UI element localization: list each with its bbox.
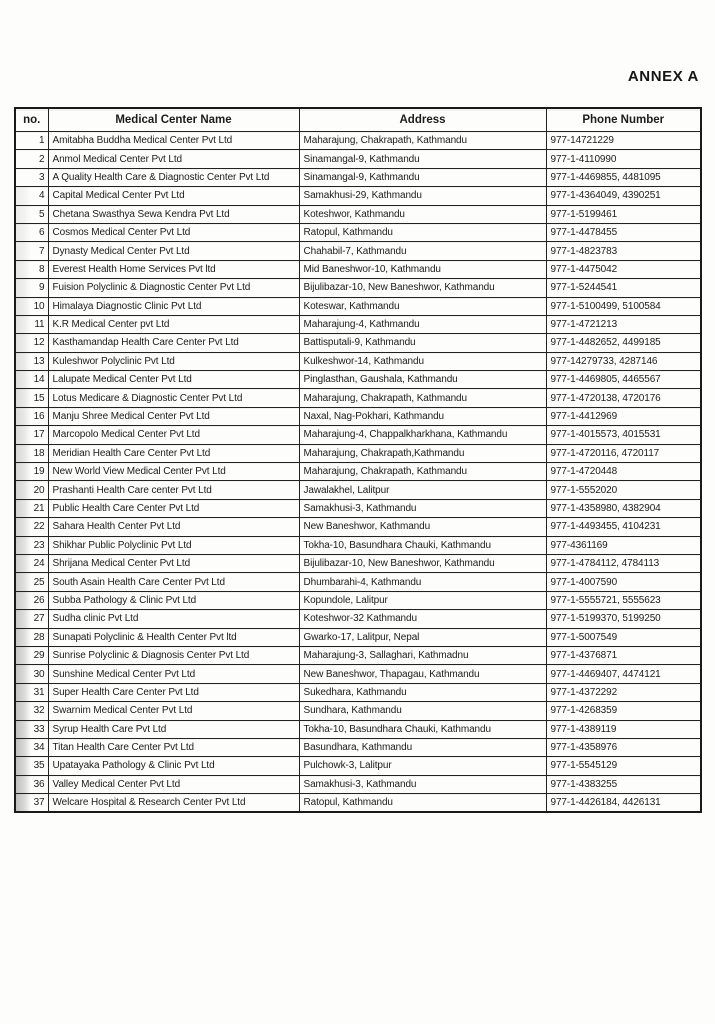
table-row [15, 205, 701, 223]
cell-phone: 977-1-5199461 [546, 205, 701, 223]
cell-center-name: Anmol Medical Center Pvt Ltd [48, 150, 299, 168]
cell-address: Tokha-10, Basundhara Chauki, Kathmandu [299, 536, 546, 554]
cell-center-name: Chetana Swasthya Sewa Kendra Pvt Ltd [48, 205, 299, 223]
scan-artifact [16, 555, 31, 572]
cell-center-name: Public Health Care Center Pvt Ltd [48, 499, 299, 517]
cell-address: Ratopul, Kathmandu [299, 794, 546, 813]
cell-address: Dhumbarahi-4, Kathmandu [299, 573, 546, 591]
cell-center-name: Swarnim Medical Center Pvt Ltd [48, 702, 299, 720]
scan-artifact [16, 463, 31, 480]
table-row [15, 499, 701, 517]
table-row [15, 132, 701, 150]
cell-center-name: Subba Pathology & Clinic Pvt Ltd [48, 591, 299, 609]
cell-phone: 977-1-4469407, 4474121 [546, 665, 701, 683]
table-row [15, 150, 701, 168]
scan-artifact [16, 353, 31, 370]
cell-address: Gwarko-17, Lalitpur, Nepal [299, 628, 546, 646]
cell-address: Koteswar, Kathmandu [299, 297, 546, 315]
cell-address: Pinglasthan, Gaushala, Kathmandu [299, 371, 546, 389]
row-number: 33 [15, 720, 48, 738]
cell-address: Ratopul, Kathmandu [299, 223, 546, 241]
table-row [15, 702, 701, 720]
table-row [15, 536, 701, 554]
row-number: 20 [15, 481, 48, 499]
scan-artifact [16, 702, 31, 719]
cell-phone: 977-1-4720116, 4720117 [546, 444, 701, 462]
cell-address: Sinamangal-9, Kathmandu [299, 150, 546, 168]
cell-phone: 977-1-5555721, 5555623 [546, 591, 701, 609]
cell-address: Maharajung, Chakrapath, Kathmandu [299, 463, 546, 481]
cell-phone: 977-1-5100499, 5100584 [546, 297, 701, 315]
row-number: 15 [15, 389, 48, 407]
scan-artifact [16, 629, 31, 646]
scan-artifact [16, 592, 31, 609]
scan-artifact [16, 261, 31, 278]
row-number: 6 [15, 223, 48, 241]
cell-address: Naxal, Nag-Pokhari, Kathmandu [299, 407, 546, 425]
row-number: 13 [15, 352, 48, 370]
table-row [15, 481, 701, 499]
table-row [15, 315, 701, 333]
row-number: 21 [15, 499, 48, 517]
cell-center-name: Dynasty Medical Center Pvt Ltd [48, 242, 299, 260]
scan-artifact [16, 224, 31, 241]
scan-artifact [16, 573, 31, 590]
cell-center-name: Shrijana Medical Center Pvt Ltd [48, 554, 299, 572]
cell-address: Bijulibazar-10, New Baneshwor, Kathmandu [299, 279, 546, 297]
row-number: 9 [15, 279, 48, 297]
cell-phone: 977-14721229 [546, 132, 701, 150]
scan-artifact [16, 298, 31, 315]
table-row [15, 279, 701, 297]
table-row [15, 794, 701, 813]
cell-address: New Baneshwor, Kathmandu [299, 518, 546, 536]
cell-address: Basundhara, Kathmandu [299, 738, 546, 756]
row-number: 12 [15, 334, 48, 352]
cell-address: Samakhusi-29, Kathmandu [299, 187, 546, 205]
row-number: 19 [15, 463, 48, 481]
scan-artifact [16, 334, 31, 351]
table-row [15, 223, 701, 241]
cell-address: Jawalakhel, Lalitpur [299, 481, 546, 499]
cell-center-name: Sunapati Polyclinic & Health Center Pvt ltd [48, 628, 299, 646]
cell-phone: 977-1-5007549 [546, 628, 701, 646]
medical-centers-table [14, 107, 702, 813]
scan-artifact [16, 481, 31, 498]
table-row [15, 554, 701, 572]
row-number: 28 [15, 628, 48, 646]
scan-artifact [16, 518, 31, 535]
cell-center-name: Meridian Health Care Center Pvt Ltd [48, 444, 299, 462]
table-header-row [15, 108, 701, 132]
cell-center-name: New World View Medical Center Pvt Ltd [48, 463, 299, 481]
cell-address: Pulchowk-3, Lalitpur [299, 757, 546, 775]
row-number: 17 [15, 426, 48, 444]
row-number: 36 [15, 775, 48, 793]
cell-center-name: Prashanti Health Care center Pvt Ltd [48, 481, 299, 499]
cell-phone: 977-1-4358976 [546, 738, 701, 756]
scan-artifact [16, 684, 31, 701]
scan-artifact [16, 206, 31, 223]
table-row [15, 242, 701, 260]
cell-center-name: Fuision Polyclinic & Diagnostic Center Pvt Ltd [48, 279, 299, 297]
cell-address: Maharajung-3, Sallaghari, Kathmadnu [299, 646, 546, 664]
cell-address: Sinamangal-9, Kathmandu [299, 168, 546, 186]
cell-address: Kulkeshwor-14, Kathmandu [299, 352, 546, 370]
row-number: 3 [15, 168, 48, 186]
cell-phone: 977-1-4383255 [546, 775, 701, 793]
scan-artifact [16, 647, 31, 664]
row-number: 16 [15, 407, 48, 425]
cell-address: Kopundole, Lalitpur [299, 591, 546, 609]
cell-phone: 977-1-4268359 [546, 702, 701, 720]
row-number: 35 [15, 757, 48, 775]
cell-phone: 977-4361169 [546, 536, 701, 554]
cell-phone: 977-1-4412969 [546, 407, 701, 425]
cell-phone: 977-1-4721213 [546, 315, 701, 333]
scan-artifact [16, 389, 31, 406]
scan-artifact [16, 187, 31, 204]
cell-center-name: Syrup Health Care Pvt Ltd [48, 720, 299, 738]
row-number: 25 [15, 573, 48, 591]
table-row [15, 463, 701, 481]
row-number: 30 [15, 665, 48, 683]
table-row [15, 168, 701, 186]
row-number: 31 [15, 683, 48, 701]
row-number: 5 [15, 205, 48, 223]
cell-phone: 977-1-5199370, 5199250 [546, 610, 701, 628]
row-number: 27 [15, 610, 48, 628]
row-number: 29 [15, 646, 48, 664]
table-row [15, 665, 701, 683]
table-row [15, 738, 701, 756]
cell-address: Maharajung, Chakrapath, Kathmandu [299, 132, 546, 150]
cell-center-name: Everest Health Home Services Pvt ltd [48, 260, 299, 278]
cell-center-name: Titan Health Care Center Pvt Ltd [48, 738, 299, 756]
cell-phone: 977-1-4784112, 4784113 [546, 554, 701, 572]
row-number: 37 [15, 794, 48, 813]
table-row [15, 518, 701, 536]
scan-artifact [16, 739, 31, 756]
cell-phone: 977-1-4358980, 4382904 [546, 499, 701, 517]
cell-center-name: Kuleshwor Polyclinic Pvt Ltd [48, 352, 299, 370]
row-number: 32 [15, 702, 48, 720]
cell-address: Koteshwor-32 Kathmandu [299, 610, 546, 628]
scan-artifact [16, 610, 31, 627]
cell-address: New Baneshwor, Thapagau, Kathmandu [299, 665, 546, 683]
cell-phone: 977-1-4469805, 4465567 [546, 371, 701, 389]
cell-phone: 977-1-4426184, 4426131 [546, 794, 701, 813]
cell-phone: 977-1-4469855, 4481095 [546, 168, 701, 186]
table-row [15, 757, 701, 775]
row-number: 26 [15, 591, 48, 609]
cell-center-name: Manju Shree Medical Center Pvt Ltd [48, 407, 299, 425]
annex-label: ANNEX A [627, 68, 699, 85]
cell-phone: 977-1-4110990 [546, 150, 701, 168]
cell-address: Maharajung-4, Chappalkharkhana, Kathmandu [299, 426, 546, 444]
cell-address: Chahabil-7, Kathmandu [299, 242, 546, 260]
cell-phone: 977-1-4478455 [546, 223, 701, 241]
scan-artifact [16, 316, 31, 333]
cell-address: Maharajung-4, Kathmandu [299, 315, 546, 333]
scan-artifact [16, 665, 31, 682]
cell-phone: 977-1-4015573, 4015531 [546, 426, 701, 444]
cell-center-name: Super Health Care Center Pvt Ltd [48, 683, 299, 701]
cell-address: Samakhusi-3, Kathmandu [299, 775, 546, 793]
table-row [15, 260, 701, 278]
table-row [15, 187, 701, 205]
cell-address: Maharajung, Chakrapath,Kathmandu [299, 444, 546, 462]
cell-phone: 977-1-4493455, 4104231 [546, 518, 701, 536]
cell-center-name: Welcare Hospital & Research Center Pvt Ltd [48, 794, 299, 813]
row-number: 23 [15, 536, 48, 554]
cell-center-name: Valley Medical Center Pvt Ltd [48, 775, 299, 793]
scan-artifact [16, 757, 31, 774]
cell-center-name: Shikhar Public Polyclinic Pvt Ltd [48, 536, 299, 554]
cell-center-name: Marcopolo Medical Center Pvt Ltd [48, 426, 299, 444]
table-row [15, 720, 701, 738]
cell-center-name: K.R Medical Center pvt Ltd [48, 315, 299, 333]
row-number: 22 [15, 518, 48, 536]
cell-center-name: Capital Medical Center Pvt Ltd [48, 187, 299, 205]
cell-center-name: Lotus Medicare & Diagnostic Center Pvt Ltd [48, 389, 299, 407]
row-number: 4 [15, 187, 48, 205]
row-number: 2 [15, 150, 48, 168]
cell-center-name: Sunshine Medical Center Pvt Ltd [48, 665, 299, 683]
table-row [15, 573, 701, 591]
table-row [15, 371, 701, 389]
cell-address: Koteshwor, Kathmandu [299, 205, 546, 223]
header-name: Medical Center Name [48, 108, 299, 132]
table-row [15, 297, 701, 315]
row-number: 24 [15, 554, 48, 572]
row-number: 11 [15, 315, 48, 333]
cell-phone: 977-1-5244541 [546, 279, 701, 297]
cell-address: Bijulibazar-10, New Baneshwor, Kathmandu [299, 554, 546, 572]
cell-phone: 977-1-4007590 [546, 573, 701, 591]
table-row [15, 628, 701, 646]
cell-phone: 977-1-4372292 [546, 683, 701, 701]
cell-address: Samakhusi-3, Kathmandu [299, 499, 546, 517]
scan-artifact [16, 445, 31, 462]
row-number: 8 [15, 260, 48, 278]
row-number: 34 [15, 738, 48, 756]
scan-artifact [16, 371, 31, 388]
cell-center-name: South Asain Health Care Center Pvt Ltd [48, 573, 299, 591]
table-body [15, 132, 701, 813]
table-row [15, 334, 701, 352]
cell-center-name: Upatayaka Pathology & Clinic Pvt Ltd [48, 757, 299, 775]
cell-center-name: Sunrise Polyclinic & Diagnosis Center Pvt Ltd [48, 646, 299, 664]
table-row [15, 775, 701, 793]
table-row [15, 352, 701, 370]
cell-address: Sundhara, Kathmandu [299, 702, 546, 720]
cell-phone: 977-14279733, 4287146 [546, 352, 701, 370]
cell-phone: 977-1-4720448 [546, 463, 701, 481]
scan-artifact [16, 721, 31, 738]
table-row [15, 389, 701, 407]
header-phone: Phone Number [546, 108, 701, 132]
scan-artifact [16, 279, 31, 296]
scan-artifact [16, 242, 31, 259]
cell-center-name: Sahara Health Center Pvt Ltd [48, 518, 299, 536]
cell-center-name: Cosmos Medical Center Pvt Ltd [48, 223, 299, 241]
table-row [15, 426, 701, 444]
table-row [15, 683, 701, 701]
table-row [15, 646, 701, 664]
cell-phone: 977-1-4475042 [546, 260, 701, 278]
cell-address: Maharajung, Chakrapath, Kathmandu [299, 389, 546, 407]
cell-phone: 977-1-4376871 [546, 646, 701, 664]
table-row [15, 407, 701, 425]
cell-phone: 977-1-5545129 [546, 757, 701, 775]
cell-phone: 977-1-4823783 [546, 242, 701, 260]
cell-address: Tokha-10, Basundhara Chauki, Kathmandu [299, 720, 546, 738]
cell-phone: 977-1-4720138, 4720176 [546, 389, 701, 407]
cell-address: Battisputali-9, Kathmandu [299, 334, 546, 352]
scan-artifact [16, 426, 31, 443]
cell-center-name: A Quality Health Care & Diagnostic Center Pvt Ltd [48, 168, 299, 186]
scan-artifact [16, 776, 31, 793]
row-number: 7 [15, 242, 48, 260]
header-no: no. [15, 108, 48, 132]
row-number: 18 [15, 444, 48, 462]
cell-address: Mid Baneshwor-10, Kathmandu [299, 260, 546, 278]
row-number: 10 [15, 297, 48, 315]
cell-address: Sukedhara, Kathmandu [299, 683, 546, 701]
cell-center-name: Himalaya Diagnostic Clinic Pvt Ltd [48, 297, 299, 315]
cell-center-name: Sudha clinic Pvt Ltd [48, 610, 299, 628]
scan-artifact [16, 408, 31, 425]
cell-phone: 977-1-4364049, 4390251 [546, 187, 701, 205]
cell-phone: 977-1-4482652, 4499185 [546, 334, 701, 352]
table-row [15, 610, 701, 628]
cell-center-name: Lalupate Medical Center Pvt Ltd [48, 371, 299, 389]
row-number: 14 [15, 371, 48, 389]
table-row [15, 444, 701, 462]
cell-center-name: Kasthamandap Health Care Center Pvt Ltd [48, 334, 299, 352]
cell-center-name: Amitabha Buddha Medical Center Pvt Ltd [48, 132, 299, 150]
cell-phone: 977-1-4389119 [546, 720, 701, 738]
table-row [15, 591, 701, 609]
scan-artifact [16, 537, 31, 554]
row-number: 1 [15, 132, 48, 150]
cell-phone: 977-1-5552020 [546, 481, 701, 499]
header-address: Address [299, 108, 546, 132]
scan-artifact [16, 500, 31, 517]
scan-artifact [16, 794, 31, 811]
